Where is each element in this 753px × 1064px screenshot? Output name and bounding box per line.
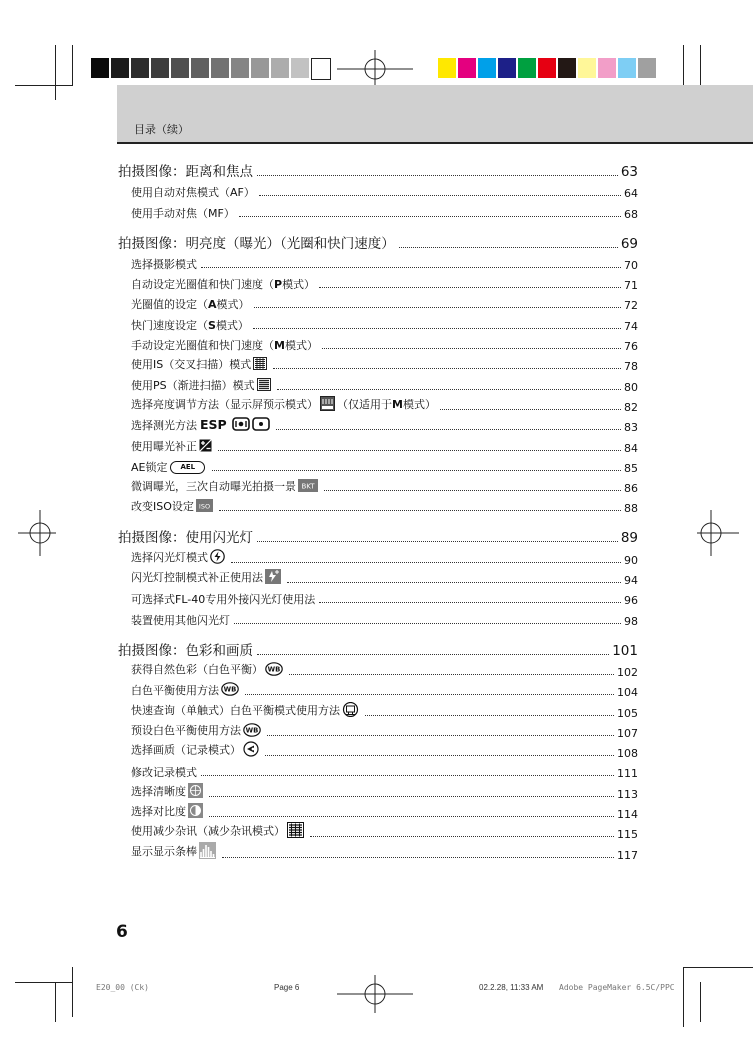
toc-section	[118, 524, 638, 548]
grayscale-swatch	[271, 58, 289, 78]
toc-entry-text: 拍摄图像：距离和焦点	[118, 164, 253, 180]
toc-entry-title	[131, 276, 315, 294]
toc-entry	[118, 722, 638, 742]
ael-button-icon: AEL	[170, 461, 205, 474]
dot-leader	[201, 775, 614, 776]
dot-leader	[287, 582, 621, 583]
color-swatch	[438, 58, 456, 78]
toc-page-number: 104	[617, 686, 638, 700]
toc-entry	[118, 202, 638, 222]
toc-entry	[118, 762, 638, 782]
toc-section-title	[118, 160, 253, 182]
toc-page-number: 82	[624, 400, 638, 414]
dot-leader	[222, 857, 614, 858]
toc-entry	[118, 396, 638, 416]
dot-leader	[219, 510, 621, 511]
toc-section-title	[118, 232, 395, 254]
toc-entry-title	[131, 205, 235, 223]
toc-section-title	[118, 639, 253, 661]
svg-text:ISO: ISO	[198, 502, 210, 511]
toc-entry-text: 改变ISO设定	[131, 500, 194, 514]
grayscale-swatch	[131, 58, 149, 78]
toc-entry-title	[131, 337, 318, 355]
toc-entry-text: 选择对比度	[131, 805, 186, 819]
color-swatch	[618, 58, 636, 78]
toc-entry-title	[131, 822, 306, 843]
toc-page-number: 69	[620, 235, 638, 252]
toc-entry-text: 使用IS（交叉扫描）模式	[131, 358, 252, 372]
toc-entry-title	[131, 478, 320, 497]
dot-leader	[209, 816, 614, 817]
toc-page-number: 68	[624, 207, 638, 221]
slug-date: 02.2.28, 11:33 AM	[479, 983, 544, 992]
toc-entry-title	[131, 549, 227, 569]
toc-entry-text: 白色平衡使用方法	[131, 683, 219, 697]
header-label: 目录（续）	[134, 123, 189, 136]
toc-page-number: 89	[620, 530, 638, 547]
toc-entry-text: 使用PS（渐进扫描）模式	[131, 378, 255, 392]
toc-entry-text: 使用自动对焦模式（AF）	[131, 186, 255, 200]
toc-entry-title	[131, 702, 361, 722]
registration-target-right	[697, 510, 739, 556]
toc-entry-title	[131, 377, 273, 396]
toc-entry-text: 选择亮度调节方法（显示屏预示模式）	[131, 397, 318, 411]
grayscale-swatch	[211, 58, 229, 78]
dot-leader	[365, 715, 614, 716]
toc-page-number: 84	[624, 441, 638, 455]
toc-entry-title	[131, 661, 285, 681]
esp-badge: ESP	[200, 416, 227, 432]
toc-entry-title	[131, 722, 263, 742]
dot-leader	[289, 674, 614, 675]
dot-leader	[218, 450, 621, 451]
dot-leader	[209, 796, 614, 797]
toc-entry-text: 拍摄图像：色彩和画质	[118, 642, 253, 659]
dot-leader	[273, 368, 621, 369]
toc-entry-text: 装置使用其他闪光灯	[131, 613, 230, 627]
toc-page-number: 78	[624, 360, 638, 374]
slug-file: E20_00 (Ck)	[96, 983, 149, 992]
flash-compensation-icon	[265, 569, 281, 587]
grayscale-swatch	[231, 58, 249, 78]
grayscale-swatch	[91, 58, 109, 78]
registration-target-left	[18, 510, 56, 556]
dot-leader	[257, 541, 618, 542]
dot-leader	[399, 247, 618, 248]
toc-entry-text: 选择清晰度	[131, 784, 186, 798]
toc-page-number: 71	[624, 279, 638, 293]
slug-page: Page 6	[274, 983, 300, 992]
toc-page-number: 108	[617, 747, 638, 761]
grayscale-swatch	[171, 58, 189, 78]
toc-entry-text: AE锁定	[131, 460, 168, 474]
grayscale-swatch	[311, 58, 331, 80]
toc-entry-title	[131, 842, 218, 864]
color-swatch	[498, 58, 516, 78]
dot-leader	[319, 287, 621, 288]
bracketing-icon	[298, 479, 318, 495]
dot-leader	[440, 409, 621, 410]
toc-page-number: 117	[617, 848, 638, 862]
toc-entry	[118, 609, 638, 629]
toc-entry-text: 使用手动对焦（MF）	[131, 206, 235, 220]
toc-entry	[118, 416, 638, 436]
noise-reduction-icon	[287, 822, 304, 841]
wb-icon	[265, 662, 283, 679]
toc-entry-text: 手动设定光圈值和快门速度（M模式）	[131, 339, 318, 353]
toc-section	[118, 637, 638, 661]
dot-leader	[319, 602, 621, 603]
svg-text:BKT: BKT	[301, 482, 315, 491]
grayscale-swatch	[111, 58, 129, 78]
toc-page-number: 72	[624, 299, 638, 313]
toc-entry	[118, 355, 638, 375]
color-swatch	[638, 58, 656, 78]
toc-entry-title	[131, 591, 315, 609]
crop-mark-top-right-vertical	[683, 45, 684, 85]
svg-text:WB: WB	[267, 665, 281, 674]
dot-leader	[265, 755, 614, 756]
one-touch-wb-icon	[342, 702, 359, 720]
toc-page-number: 111	[617, 767, 638, 781]
sharpness-icon	[188, 783, 203, 801]
crop-mark-bottom-right-vertical	[683, 967, 684, 1027]
registration-target-bottom	[337, 975, 413, 1013]
toc-page-number: 101	[612, 642, 638, 659]
record-mode-icon	[243, 741, 259, 760]
iso-icon	[196, 499, 213, 515]
dot-leader	[276, 429, 621, 430]
toc-entry	[118, 569, 638, 589]
toc-page-number: 98	[624, 614, 638, 628]
wb-icon	[243, 723, 261, 740]
toc-entry	[118, 294, 638, 314]
toc-entry-text: 预设白色平衡使用方法	[131, 724, 241, 738]
toc-entry	[118, 548, 638, 568]
toc-entry-title	[131, 317, 249, 335]
toc-entry-text: 可选择式FL-40专用外接闪光灯使用法	[131, 593, 316, 607]
toc-entry-text: 闪光灯控制模式补正使用法	[131, 571, 263, 585]
grayscale-swatch	[251, 58, 269, 78]
toc-page-number: 86	[624, 482, 638, 496]
interlace-grid-icon	[253, 357, 267, 373]
toc-entry-text: 修改记录模式	[131, 766, 197, 780]
toc-entry	[118, 182, 638, 202]
contrast-icon	[188, 803, 203, 821]
crop-mark-bottom-left-horizontal	[15, 982, 73, 983]
header-band	[117, 85, 753, 143]
dot-leader	[310, 836, 614, 837]
toc-entry-text: 使用曝光补正	[131, 439, 197, 453]
toc-entry-title	[131, 682, 241, 702]
color-swatch	[538, 58, 556, 78]
toc-entry-title	[131, 612, 230, 630]
toc-entry	[118, 274, 638, 294]
toc-page-number: 76	[624, 340, 638, 354]
grayscale-swatch	[291, 58, 309, 78]
toc-page-number: 63	[620, 164, 638, 180]
toc-entry-text: 获得自然色彩（白色平衡）	[131, 663, 263, 677]
toc-entry	[118, 823, 638, 843]
toc-entry	[118, 254, 638, 274]
registration-target-top	[337, 50, 413, 88]
dot-leader	[253, 328, 621, 329]
crop-mark-bottom-right-vertical-2	[700, 982, 701, 1022]
toc-entry-title	[131, 184, 255, 202]
toc-entry-title	[131, 256, 197, 274]
toc-entry-title	[131, 396, 436, 416]
toc-entry-note: （仅适用于M模式）	[337, 397, 436, 411]
toc-entry-text: 拍摄图像：明亮度（曝光）（光圈和快门速度）	[118, 235, 395, 252]
dot-leader	[259, 195, 621, 196]
toc-page-number: 88	[624, 502, 638, 516]
color-swatch	[458, 58, 476, 78]
toc-page-number: 115	[617, 828, 638, 842]
toc-entry	[118, 497, 638, 517]
metering-icons	[232, 417, 270, 434]
dot-leader	[234, 623, 621, 624]
toc-entry-text: 自动设定光圈值和快门速度（P模式）	[131, 278, 316, 292]
crop-mark-top-left-vertical	[72, 45, 73, 85]
toc-entry-title	[131, 783, 205, 803]
dot-leader	[239, 216, 621, 217]
toc-entry	[118, 661, 638, 681]
toc-entry-title	[131, 498, 215, 517]
toc-entry-text: 快速查询（单触式）白色平衡模式使用方法	[131, 703, 340, 717]
toc-entry-title	[131, 356, 269, 375]
toc-entry-title	[131, 459, 208, 477]
dot-leader	[212, 470, 621, 471]
dot-leader	[322, 348, 621, 349]
grayscale-swatch	[151, 58, 169, 78]
toc-entry	[118, 681, 638, 701]
toc-page-number: 64	[624, 187, 638, 201]
toc-page-number: 113	[617, 787, 638, 801]
toc-entry	[118, 314, 638, 334]
dot-leader	[231, 562, 621, 563]
toc-entry	[118, 843, 638, 863]
exposure-compensation-icon	[199, 439, 212, 455]
toc-entry-title	[131, 803, 205, 823]
toc-entry-title	[131, 741, 261, 762]
toc-page-number: 90	[624, 553, 638, 567]
toc-entry-text: 光圈值的设定（A模式）	[131, 298, 250, 312]
toc-page-number: 114	[617, 808, 638, 822]
toc-entry-text: 拍摄图像：使用闪光灯	[118, 530, 253, 547]
dot-leader	[254, 307, 621, 308]
toc-entry-text: 选择摄影模式	[131, 257, 197, 271]
header-rule	[117, 142, 753, 144]
toc-page-number: 94	[624, 574, 638, 588]
toc-page-number: 85	[624, 461, 638, 475]
grayscale-swatch	[191, 58, 209, 78]
toc-section-title	[118, 526, 253, 548]
toc-entry-title	[131, 296, 250, 314]
svg-text:WB: WB	[223, 685, 237, 694]
toc-entry-text: 使用减少杂讯（减少杂讯模式）	[131, 824, 285, 838]
toc-entry	[118, 782, 638, 802]
toc-page-number: 105	[617, 706, 638, 720]
color-swatch	[558, 58, 576, 78]
toc-entry-text: 选择闪光灯模式	[131, 550, 208, 564]
toc-entry-title	[131, 438, 214, 457]
toc-entry	[118, 436, 638, 456]
toc-entry-text: 选择画质（记录模式）	[131, 743, 241, 757]
toc-entry-text: 微调曝光，三次自动曝光拍摄一景	[131, 480, 296, 494]
toc-entry	[118, 589, 638, 609]
dot-leader	[324, 490, 621, 491]
toc-page-number: 107	[617, 726, 638, 740]
toc-page-number: 96	[624, 594, 638, 608]
dot-leader	[257, 175, 618, 176]
toc-entry	[118, 335, 638, 355]
toc-entry-text: 选择测光方法	[131, 418, 197, 432]
dot-leader	[267, 735, 614, 736]
page-number: 6	[116, 922, 128, 942]
toc-entry-title	[131, 417, 272, 437]
color-swatch	[578, 58, 596, 78]
toc-page-number: 102	[617, 665, 638, 679]
toc-entry-title	[131, 569, 283, 589]
crop-mark-top-left-horizontal	[15, 85, 73, 86]
toc-section	[118, 158, 638, 182]
toc-page-number: 83	[624, 421, 638, 435]
toc-page-number: 74	[624, 319, 638, 333]
toc-entry	[118, 742, 638, 762]
toc-entry-title	[131, 764, 197, 782]
crop-mark-top-left-vertical-2	[55, 45, 56, 100]
toc-page-number: 80	[624, 380, 638, 394]
toc-entry-text: 显示显示条棒	[131, 844, 197, 858]
histogram-icon	[199, 842, 216, 862]
toc-entry	[118, 375, 638, 395]
crop-mark-bottom-right-horizontal	[683, 967, 753, 968]
toc-entry	[118, 803, 638, 823]
dot-leader	[201, 267, 621, 268]
dot-leader	[257, 654, 609, 655]
svg-text:WB: WB	[245, 726, 259, 735]
dot-leader	[277, 389, 621, 390]
slug-app: Adobe PageMaker 6.5C/PPC	[559, 983, 675, 992]
progressive-scan-icon	[257, 378, 271, 394]
crop-mark-bottom-left-vertical	[72, 967, 73, 1017]
color-swatch	[478, 58, 496, 78]
flash-icon	[210, 549, 225, 567]
toc-entry	[118, 457, 638, 477]
toc-section	[118, 230, 638, 254]
toc-entry	[118, 701, 638, 721]
monitor-preview-icon	[320, 396, 335, 414]
color-swatch	[518, 58, 536, 78]
toc-page-number: 70	[624, 258, 638, 272]
dot-leader	[245, 694, 614, 695]
wb-icon	[221, 682, 239, 699]
crop-mark-bottom-left-vertical-2	[55, 982, 56, 1022]
table-of-contents	[118, 158, 638, 864]
toc-entry-text: 快门速度设定（S模式）	[131, 318, 249, 332]
color-swatch	[598, 58, 616, 78]
toc-entry	[118, 477, 638, 497]
